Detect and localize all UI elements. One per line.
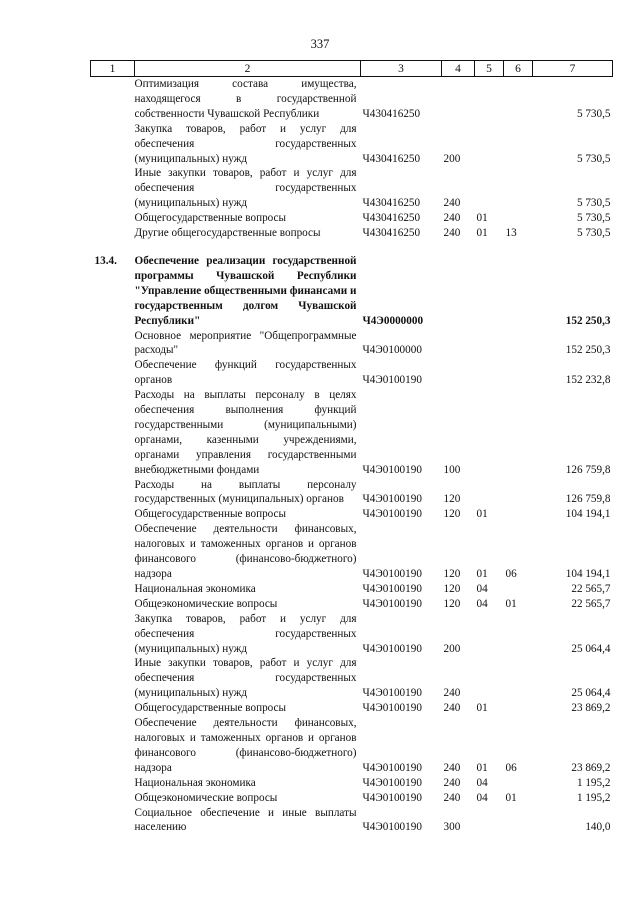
row-col-6 [504,507,533,522]
row-code: Ч4Э0100190 [362,582,422,595]
row-col-5: 01 [476,702,488,715]
spacer-cell [91,241,613,254]
row-number [91,166,135,211]
table-row [91,582,613,597]
row-col-6: 06 [505,568,517,580]
row-col-4: 120 [443,493,461,506]
row-amount: 152 232,8 [565,374,611,387]
header-col-4: 4 [442,61,475,77]
row-col-6 [504,122,533,167]
row-col-4: 240 [443,776,461,789]
row-col-6 [504,358,533,388]
row-col-4: 240 [443,761,461,774]
table-row [91,507,613,522]
row-name: Социальное обеспечение и иные выплаты населению [134,806,357,834]
row-name: Обеспечение функций государственных органов [134,359,357,387]
row-col-4: 200 [443,642,461,655]
row-number [91,478,135,508]
row-col-5 [475,806,504,836]
row-amount: 22 565,7 [571,597,611,610]
row-col-4: 120 [443,568,461,580]
row-col-4: 200 [443,152,461,165]
table-row [91,806,613,836]
row-col-5 [475,358,504,388]
row-number [91,582,135,597]
row-code: Ч4Э0100000 [362,344,422,357]
row-col-5 [475,388,504,477]
row-col-5 [475,122,504,167]
row-amount: 23 869,2 [571,761,611,774]
row-col-5: 04 [476,582,488,595]
row-number [91,507,135,522]
row-amount: 140,0 [585,821,611,834]
row-name: Национальная экономика [134,582,256,595]
row-number [91,701,135,716]
table-row [91,77,613,122]
row-code: Ч430416250 [362,107,421,120]
row-code: Ч430416250 [362,152,421,165]
row-name: Обеспечение реализации государственной программы Чувашской Республики "Управление общественными финансами и государственным долгом Чувашской Республики" [134,254,357,327]
row-name: Национальная экономика [134,776,256,789]
row-col-6 [504,701,533,716]
table-row [91,656,613,701]
row-amount: 1 195,2 [576,791,611,804]
row-col-4 [442,358,475,388]
row-col-5 [475,166,504,211]
row-code: Ч4Э0100190 [362,597,422,610]
row-col-4: 240 [443,791,461,804]
row-col-6 [504,582,533,597]
row-col-4: 120 [443,508,461,521]
row-code: Ч4Э0100190 [362,374,422,387]
row-code: Ч4Э0100190 [362,761,422,774]
row-amount: 5 730,5 [576,227,611,240]
row-number [91,226,135,241]
row-amount: 23 869,2 [571,702,611,715]
row-col-5 [475,254,504,329]
row-name: Общегосударственные вопросы [134,508,287,521]
row-number [91,122,135,167]
row-col-6 [504,806,533,836]
row-number: 13.4. [94,254,117,267]
row-name: Расходы на выплаты персоналу государственных (муниципальных) органов [134,478,357,506]
row-number [91,716,135,776]
row-name: Основное мероприятие "Общепрограммные расходы" [134,329,357,357]
row-name: Обеспечение деятельности финансовых, налоговых и таможенных органов и органов финансового (финансово-бюджетного) надзора [134,523,357,580]
row-col-4: 100 [443,463,461,476]
spacer-row [91,241,613,254]
row-name: Обеспечение деятельности финансовых, налоговых и таможенных органов и органов финансового (финансово-бюджетного) надзора [134,717,357,774]
table-row [91,254,613,329]
row-col-4: 240 [443,212,461,225]
row-col-4: 120 [443,582,461,595]
row-col-6 [504,211,533,226]
row-code: Ч4Э0100190 [362,463,422,476]
row-col-6 [504,254,533,329]
row-name: Общегосударственные вопросы [134,702,287,715]
row-amount: 5 730,5 [576,152,611,165]
table-row [91,612,613,657]
row-col-5: 04 [476,597,488,610]
row-code: Ч4Э0000000 [362,314,424,327]
row-col-4: 300 [443,821,461,834]
row-code: Ч4Э0100190 [362,687,422,700]
row-name: Закупка товаров, работ и услуг для обеспечения государственных (муниципальных) нужд [134,612,357,655]
table-row [91,791,613,806]
row-code: Ч4Э0100190 [362,493,422,506]
row-amount: 152 250,3 [565,314,611,327]
table-row [91,211,613,226]
row-col-5 [475,77,504,122]
row-amount: 5 730,5 [576,212,611,225]
row-col-4: 240 [443,227,461,240]
row-col-4: 240 [443,687,461,700]
row-number [91,388,135,477]
row-amount: 25 064,4 [571,687,611,700]
row-col-6 [504,776,533,791]
row-amount: 126 759,8 [565,493,611,506]
row-number [91,522,135,582]
row-amount: 25 064,4 [571,642,611,655]
row-number [91,211,135,226]
row-col-6 [504,329,533,359]
header-col-2: 2 [135,61,361,77]
row-amount: 22 565,7 [571,582,611,595]
table-row [91,701,613,716]
row-name: Иные закупки товаров, работ и услуг для обеспечения государственных (муниципальных) нужд [134,657,357,700]
row-number [91,791,135,806]
row-col-5: 04 [476,776,488,789]
row-number [91,656,135,701]
header-col-1: 1 [91,61,135,77]
row-amount: 5 730,5 [576,107,611,120]
row-amount: 5 730,5 [576,197,611,210]
row-amount: 104 194,1 [565,568,611,580]
row-col-6 [504,388,533,477]
row-number [91,77,135,122]
row-code: Ч4Э0100190 [362,568,422,580]
table-body [91,77,613,836]
table-row [91,358,613,388]
table-row [91,478,613,508]
row-col-6 [504,612,533,657]
table-row [91,522,613,582]
row-name: Общеэкономические вопросы [134,597,278,610]
table-row [91,122,613,167]
table-row [91,226,613,241]
row-col-4: 240 [443,702,461,715]
row-code: Ч4Э0100190 [362,791,422,804]
row-code: Ч430416250 [362,227,421,240]
header-col-3: 3 [361,61,442,77]
table-row [91,166,613,211]
row-col-6 [504,656,533,701]
row-name: Закупка товаров, работ и услуг для обеспечения государственных (муниципальных) нужд [134,122,357,165]
row-col-4: 120 [443,597,461,610]
row-col-6 [504,478,533,508]
row-col-5 [475,329,504,359]
row-col-4 [442,77,475,122]
row-col-4 [442,329,475,359]
row-code: Ч4Э0100190 [362,776,422,789]
row-amount: 104 194,1 [565,508,611,521]
row-number [91,806,135,836]
row-col-5 [475,656,504,701]
row-name: Общеэкономические вопросы [134,791,278,804]
row-col-4 [442,254,475,329]
header-row [91,61,613,77]
row-code: Ч4Э0100190 [362,508,422,521]
table-header [91,61,613,77]
row-name: Оптимизация состава имущества, находящегося в государственной собственности Чувашской Республики [134,78,357,120]
page-number: 337 [310,37,330,51]
budget-table [90,60,613,835]
row-col-5: 01 [476,508,488,521]
table-row [91,329,613,359]
row-number [91,597,135,612]
row-col-6: 01 [505,791,517,804]
row-col-5: 04 [476,791,488,804]
header-col-5: 5 [475,61,504,77]
row-col-5: 01 [476,212,488,225]
row-code: Ч4Э0100190 [362,821,422,834]
row-code: Ч4Э0100190 [362,642,422,655]
row-col-6: 13 [505,227,517,240]
row-code: Ч430416250 [362,197,421,210]
row-col-6: 01 [505,597,517,610]
row-name: Иные закупки товаров, работ и услуг для обеспечения государственных (муниципальных) нужд [134,167,357,210]
row-number [91,358,135,388]
table-row [91,597,613,612]
row-number [91,329,135,359]
row-number [91,612,135,657]
row-col-4: 240 [443,197,461,210]
table-row [91,776,613,791]
row-col-5: 01 [476,761,488,774]
row-amount: 152 250,3 [565,344,611,357]
header-col-7: 7 [533,61,613,77]
row-col-6: 06 [505,761,517,774]
row-code: Ч4Э0100190 [362,702,422,715]
table-row [91,716,613,776]
header-col-6: 6 [504,61,533,77]
table-row [91,388,613,477]
row-col-5: 01 [476,227,488,240]
row-name: Другие общегосударственные вопросы [134,227,321,240]
row-name: Общегосударственные вопросы [134,212,287,225]
row-col-6 [504,77,533,122]
row-col-6 [504,166,533,211]
row-col-5 [475,478,504,508]
row-number [91,776,135,791]
row-col-5: 01 [476,568,488,580]
row-name: Расходы на выплаты персоналу в целях обеспечения выполнения функций государственными (муниципальными) органами, казенными учреждениями, органами управления государственными внебюджетными фондами [134,389,357,476]
row-amount: 126 759,8 [565,463,611,476]
row-code: Ч430416250 [362,212,421,225]
row-col-5 [475,612,504,657]
row-amount: 1 195,2 [576,776,611,789]
